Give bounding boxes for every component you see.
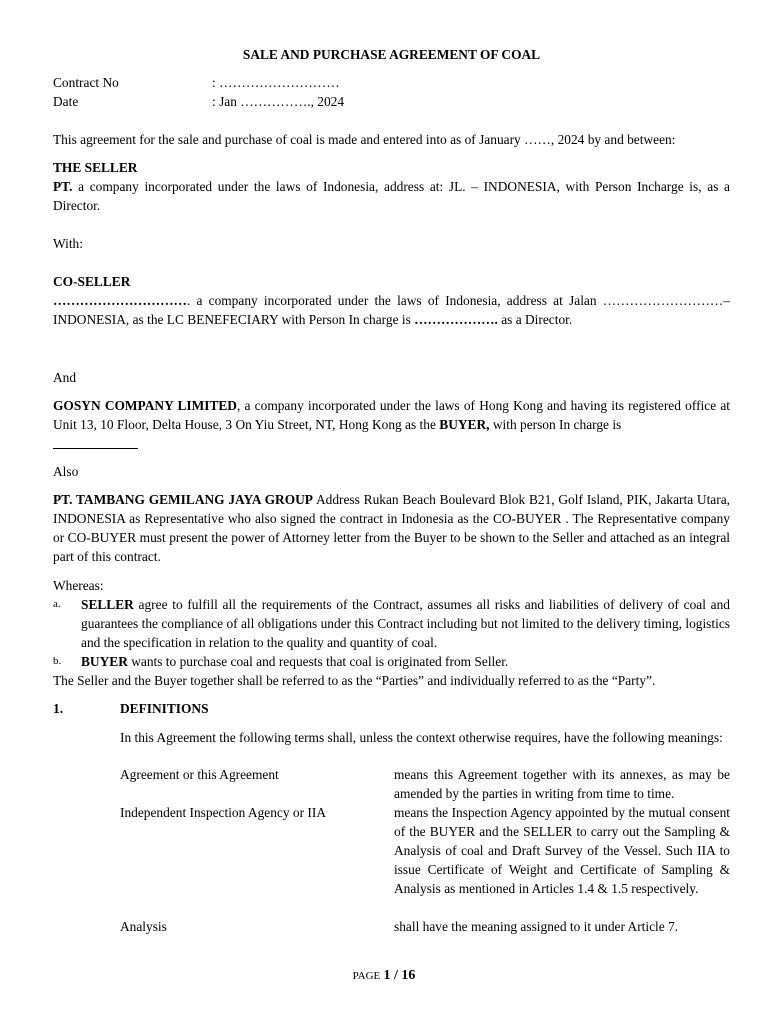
whereas-marker: b. xyxy=(53,655,62,667)
with-label: With: xyxy=(53,236,83,251)
section-number: 1. xyxy=(53,701,64,716)
co-seller-heading: CO-SELLER xyxy=(53,274,131,289)
seller-paragraph: PT. a company incorporated under the laws of Indonesia, address at: JL. – INDONESIA, with Person Incharge is, as a Director. xyxy=(53,179,730,213)
definition-term: Analysis xyxy=(120,919,167,934)
seller-heading: THE SELLER xyxy=(53,160,138,175)
co-buyer-paragraph: PT. TAMBANG GEMILANG JAYA GROUP Address Rukan Beach Boulevard Blok B21, Golf Island, PIK, Jakarta Utara, INDONESIA as Representative who also signed the contract in Indonesia as the CO-BUYER . The Representative company or CO-BUYER must present the power of Attorney letter from the Buyer to be shown to the Seller and attached as an integral part of this contract. xyxy=(53,492,730,564)
definition-meaning: shall have the meaning assigned to it under Article 7. xyxy=(394,919,679,934)
and-label: And xyxy=(53,370,77,385)
co-seller-person: ………………. xyxy=(414,312,498,327)
intro-paragraph: This agreement for the sale and purchase of coal is made and entered into as of January ……, 2024 by and between: xyxy=(53,132,676,147)
page-number: 1 / 16 xyxy=(383,968,416,983)
date-label: Date xyxy=(53,94,79,109)
contract-no-value: : ……………………… xyxy=(212,75,340,90)
buyer-paragraph: GOSYN COMPANY LIMITED, a company incorporated under the laws of Hong Kong and having its registered office at Unit 13, 10 Floor, Delta House, 3 On Yiu Street, NT, Hong Kong as the BUYER, with person In charge is xyxy=(53,398,730,432)
definitions-intro: In this Agreement the following terms shall, unless the context otherwise requires, have the following meanings: xyxy=(120,730,723,745)
buyer-role: BUYER, xyxy=(439,417,490,432)
section-title: DEFINITIONS xyxy=(120,701,209,716)
definition-meaning: means this Agreement together with its annexes, as may be amended by the parties in writing from time to time. xyxy=(394,767,730,801)
page-footer xyxy=(0,965,768,986)
contract-no-label: Contract No xyxy=(53,75,119,90)
also-label: Also xyxy=(53,464,79,479)
whereas-marker: a. xyxy=(53,598,61,610)
date-value: : Jan ……………., 2024 xyxy=(212,94,345,109)
page-word: PAGE xyxy=(352,970,381,982)
definition-term: Independent Inspection Agency or IIA xyxy=(120,805,326,820)
whereas-label: Whereas: xyxy=(53,578,104,593)
document-title: SALE AND PURCHASE AGREEMENT OF COAL xyxy=(242,47,541,62)
parties-sentence: The Seller and the Buyer together shall be referred to as the “Parties” and individually referred to as the “Party”. xyxy=(53,673,656,688)
definition-term: Agreement or this Agreement xyxy=(120,767,279,782)
buyer-name: GOSYN COMPANY LIMITED xyxy=(53,398,237,413)
buyer-signature-line xyxy=(53,435,730,454)
co-buyer-name: PT. TAMBANG GEMILANG JAYA GROUP xyxy=(53,492,313,507)
co-seller-paragraph: …………………………. a company incorporated under the laws of Indonesia, address at Jalan ………………………– INDONESIA, as the LC BENEFECIARY with Person In charge is ………………. as a Director. xyxy=(53,293,730,327)
whereas-text: BUYER wants to purchase coal and requests that coal is originated from Seller. xyxy=(81,654,509,669)
whereas-text: SELLER agree to fulfill all the requirements of the Contract, assumes all risks and liabilities of delivery of coal and guarantees the compliance of all obligations under this Contract including but not limited to the delivery timing, logistics and the specification in relation to the quality and quantity of coal. xyxy=(81,597,730,650)
seller-name: PT. xyxy=(53,179,73,194)
definition-meaning: means the Inspection Agency appointed by the mutual consent of the BUYER and the SELLER to carry out the Sampling & Analysis of coal and Draft Survey of the Vessel. Such IIA to issue Certificate of Weight and Certificate of Sampling & Analysis as mentioned in Articles 1.4 & 1.5 respectively. xyxy=(394,805,730,896)
co-seller-name: ………………………… xyxy=(53,293,187,308)
